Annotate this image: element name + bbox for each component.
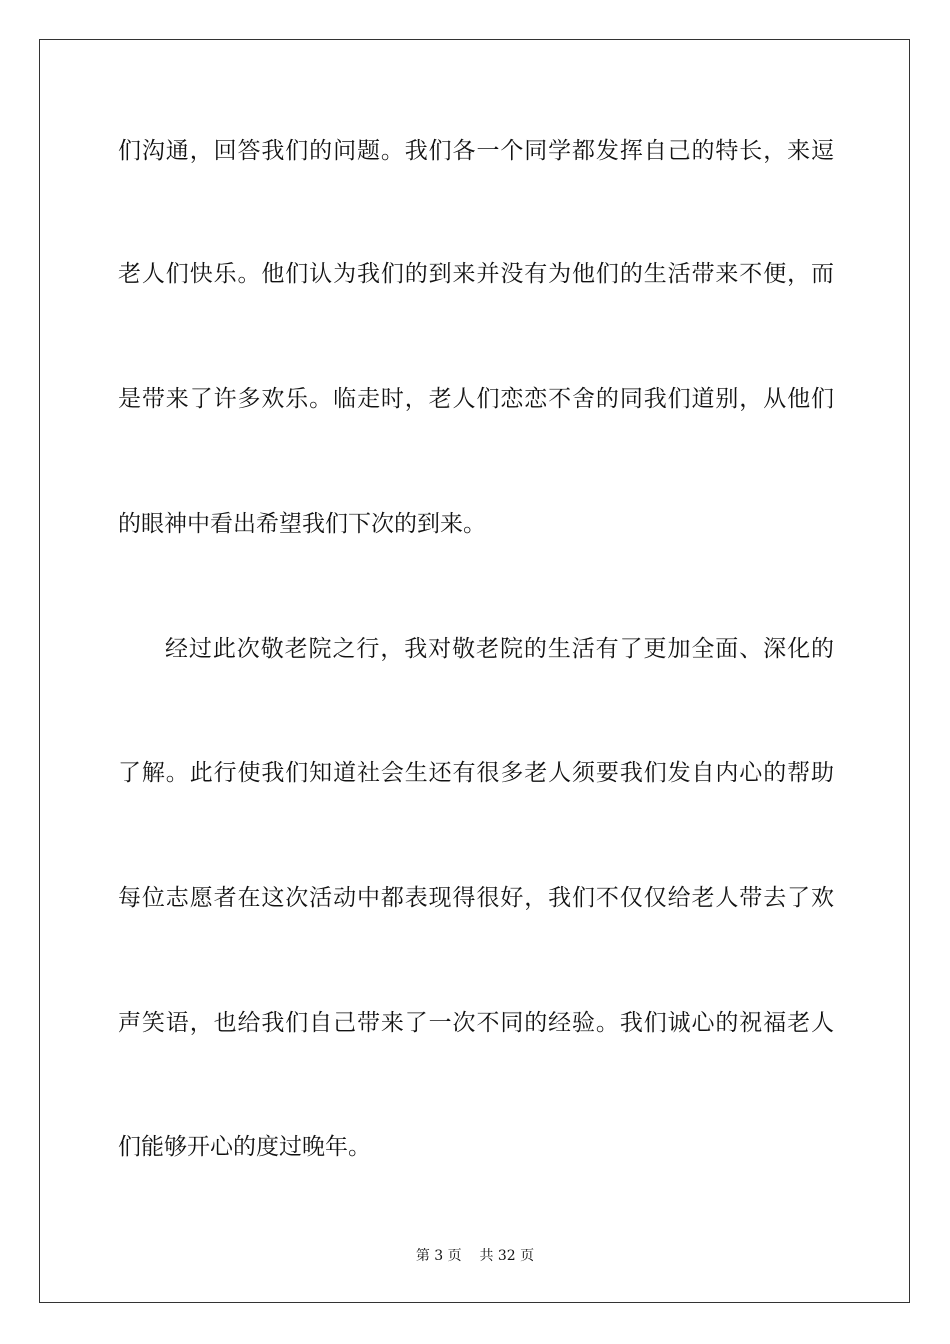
- body-line-1: 们沟通，回答我们的问题。我们各一个同学都发挥自己的特长，来逗: [118, 138, 834, 164]
- page-footer: [0, 1247, 950, 1265]
- body-line-6: 了解。此行使我们知道社会生还有很多老人须要我们发自内心的帮助: [118, 760, 834, 786]
- body-line-8: 声笑语，也给我们自己带来了一次不同的经验。我们诚心的祝福老人: [118, 1010, 834, 1036]
- body-line-3: 是带来了许多欢乐。临走时，老人们恋恋不舍的同我们道别，从他们: [118, 386, 834, 412]
- page-number: 第 3 页: [415, 1248, 462, 1264]
- page-total: 共 32 页: [479, 1248, 535, 1264]
- body-line-5: 经过此次敬老院之行，我对敬老院的生活有了更加全面、深化的: [165, 636, 834, 662]
- body-line-9: 们能够开心的度过晚年。: [118, 1134, 371, 1160]
- body-line-2: 老人们快乐。他们认为我们的到来并没有为他们的生活带来不便，而: [118, 261, 834, 287]
- body-line-4: 的眼神中看出希望我们下次的到来。: [118, 511, 486, 537]
- body-line-7: 每位志愿者在这次活动中都表现得很好，我们不仅仅给老人带去了欢: [118, 885, 834, 911]
- page-border: [39, 39, 910, 1303]
